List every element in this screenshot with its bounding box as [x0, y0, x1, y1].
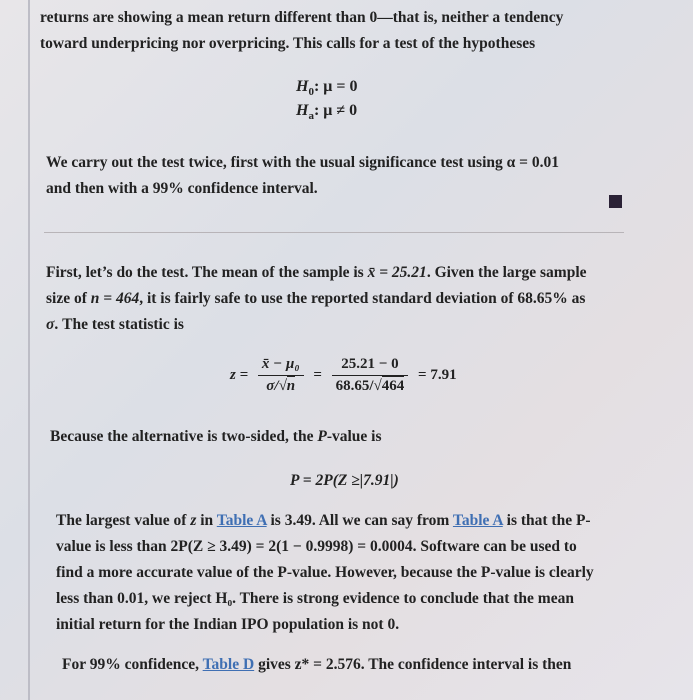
p-value-formula: P = 2P(Z ≥|7.91|): [290, 472, 399, 489]
sample-size: n = 464: [90, 290, 140, 307]
fraction-symbolic: $\frac{\text{x̄ − μ₀}}{\sigma/√n}$: [258, 356, 304, 395]
sample-mean: x̄ = 25.21: [367, 264, 427, 281]
paragraph-test: [46, 260, 587, 338]
end-of-example-marker: [609, 195, 622, 208]
test-line-3: σ. The test statistic is: [46, 316, 184, 333]
paragraph-pvalue-intro: Because the alternative is two-sided, the P-value is: [50, 428, 382, 445]
conclusion-line-1: The largest value of z in Table A is 3.49. All we can say from Table A is that the P-: [56, 512, 591, 529]
page-edge: [28, 0, 30, 700]
paragraph-conclusion: [56, 508, 594, 638]
paragraph-intro: [40, 5, 563, 57]
test-statistic-formula: z = $\frac{\text{x̄ − μ₀}}{\sigma/√n}$ = $\frac{25.21 - 0}{68.65/√464}$ = 7.91: [230, 356, 457, 394]
section-divider: [44, 232, 624, 233]
intro-line-1: returns are showing a mean return different than 0—that is, neither a tendency: [40, 9, 564, 26]
null-hypothesis: $H_0$: μ = 0: [296, 78, 358, 99]
alternative-hypothesis: $H_a$: μ ≠ 0: [296, 102, 358, 123]
test-line-2: size of n = 464, it is fairly safe to use the reported standard deviation of 68.65% as: [46, 290, 586, 307]
fraction-numeric: $\frac{25.21 - 0}{68.65/√464}$: [332, 356, 409, 395]
table-d-link[interactable]: Table D: [202, 656, 255, 673]
test-line-1: First, let’s do the test. The mean of the sample is x̄ = 25.21. Given the large sample: [46, 264, 587, 281]
z-result: = 7.91: [418, 366, 457, 383]
conclusion-line-2: value is less than 2P(Z ≥ 3.49) = 2(1 − 0.9998) = 0.0004. Software can be used to: [56, 538, 577, 555]
method-line-1: We carry out the test twice, first with the usual significance test using α = 0.01: [46, 154, 559, 171]
conclusion-line-5: initial return for the Indian IPO population is not 0.: [56, 616, 400, 633]
paragraph-confidence: For 99% confidence, Table D gives z* = 2.576. The confidence interval is then: [62, 656, 572, 673]
conclusion-line-4: less than 0.01, we reject H₀. There is strong evidence to conclude that the mean: [56, 590, 574, 607]
paragraph-method: [46, 150, 559, 202]
table-a-link-1[interactable]: Table A: [216, 512, 267, 529]
intro-line-2: toward underpricing nor overpricing. This calls for a test of the hypotheses: [40, 35, 536, 52]
table-a-link-2[interactable]: Table A: [452, 512, 503, 529]
alpha-value: α = 0.01: [506, 154, 559, 171]
conclusion-line-3: find a more accurate value of the P-value. However, because the P-value is clearly: [56, 564, 594, 581]
method-line-2: and then with a 99% confidence interval.: [46, 180, 318, 197]
